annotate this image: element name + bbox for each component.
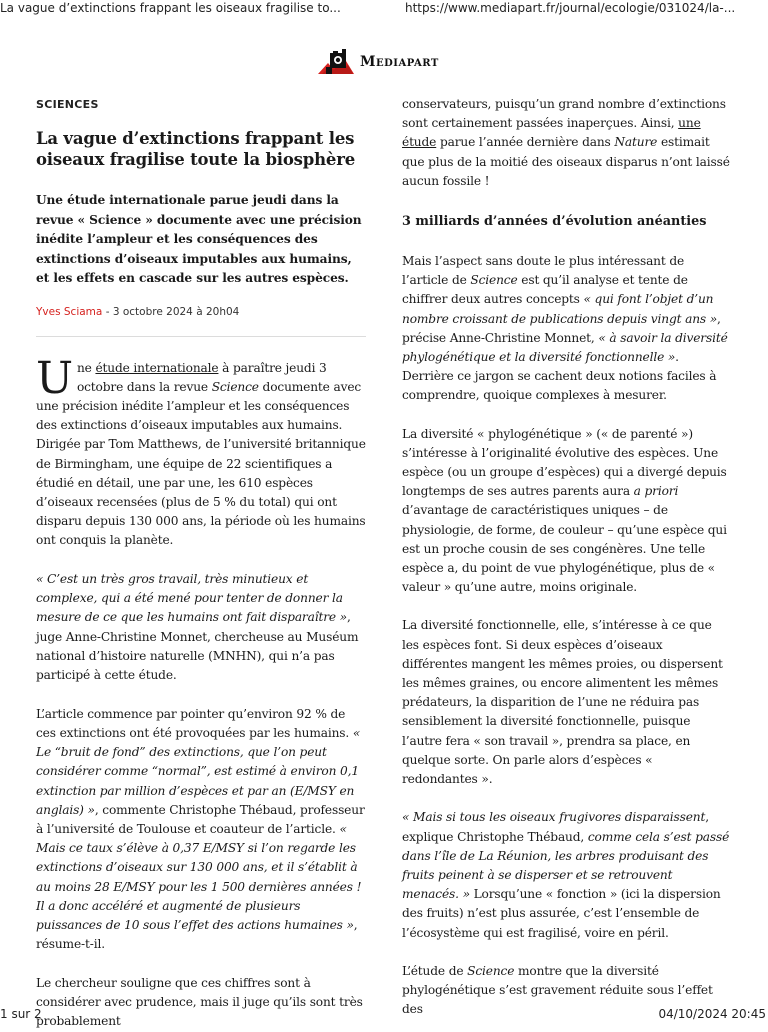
author-link[interactable]: Yves Sciama [36, 305, 103, 318]
italic-quote: « Mais si tous les oiseaux frugivores disparaissent [402, 810, 706, 825]
print-datetime: 04/10/2024 20:45 [658, 1007, 766, 1021]
body-paragraph-8 [402, 616, 730, 789]
body-paragraph-9 [402, 808, 730, 942]
italic-run: Science [470, 273, 518, 288]
text-run: L’article commence par pointer qu’environ 92 % de ces extinctions ont été provoquées par les humains. [36, 706, 353, 740]
italic-run: Nature [614, 135, 658, 150]
italic-run: a priori [633, 484, 679, 499]
body-paragraph-5 [402, 95, 730, 191]
article-kicker[interactable]: SCIENCES [36, 98, 99, 111]
text-run: conservateurs, puisqu’un grand nombre d’extinctions sont certainement passées inaperçues. Ainsi, [402, 97, 726, 131]
text-run: , commente Christophe Thébaud, professeur à l’université de Toulouse et coauteur de l’article. [36, 802, 365, 836]
mediapart-wordmark: Mediapart [360, 54, 439, 70]
body-paragraph-6 [402, 252, 730, 406]
nature-study-link[interactable]: une étude [402, 116, 701, 150]
text-run: Lorsqu’une « fonction » (ici la dispersion des fruits) n’est plus assurée, c’est l’ensemble de l’écosystème qui est fragilisé, voire en péril. [402, 887, 721, 940]
text-run: , explique Christophe Thébaud, [402, 810, 709, 844]
drop-cap: U [36, 352, 73, 404]
byline-separator: - [102, 305, 113, 318]
body-paragraph-2 [36, 570, 366, 685]
text-run: estimait que plus de la moitié des oiseaux disparus n’ont laissé aucun fossile ! [402, 135, 730, 188]
section-heading: 3 milliards d’années d’évolution anéanties [402, 214, 707, 230]
text-run: montre que la diversité phylogénétique s’est gravement réduite sous l’effet des [402, 963, 713, 1017]
text-run: est qu’il analyse et tente de chiffrer deux autres concepts [402, 273, 688, 307]
text-run: L’étude de [402, 963, 468, 978]
italic-quote: « C’est un très gros travail, très minutieux et complexe, qui a été mené pour tenter de donner la mesure de ce que les humains ont fait disparaître » [36, 572, 347, 625]
text-run: Le chercheur souligne que ces chiffres sont à considérer avec prudence, mais il juge qu’ils sont très probablement [36, 975, 363, 1029]
article-column-right [402, 95, 730, 1019]
text-run: , précise Anne-Christine Monnet, [402, 311, 721, 345]
italic-quote: « qui font l’objet d’un nombre croissant de publications depuis vingt ans » [402, 292, 718, 326]
print-footer [0, 1006, 768, 1024]
article-date: 3 octobre 2024 à 20h04 [112, 305, 240, 318]
text-run: . Derrière ce jargon se cachent deux notions faciles à comprendre, quoique complexes à mesurer. [402, 350, 717, 403]
article-lede: Une étude internationale parue jeudi dans la revue « Science » documente avec une précision inédite l’ampleur et les conséquences des extinctions d’oiseaux imputables aux humains, et les effets en cascade sur les autres espèces. [36, 193, 362, 285]
study-link[interactable]: étude internationale [95, 360, 219, 375]
text-run: à paraître jeudi 3 octobre dans la revue [76, 360, 327, 394]
italic-quote: « Le “bruit de fond” des extinctions, que l’on peut considérer comme “normal”, est estimé à environ 0,1 extinction par million d’espèces et par an (E/MSY en anglais) » [36, 725, 361, 817]
text-run: La diversité fonctionnelle, elle, s’intéresse à ce que les espèces font. Si deux espèces d’oiseaux différentes mangent les mêmes proies, ou dispersent les mêmes graines, ou encore alimentent les mêmes prédateurs, la disparition de l’une ne réduira pas sensiblement la diversité fonctionnelle, puisque l’autre fera « son travail », prendra sa place, en quelque sorte. On parle alors d’espèces « redondantes ». [402, 618, 723, 787]
article-column-left [36, 96, 366, 1032]
article-title: La vague d’extinctions frappant les oiseaux fragilise toute la biosphère [36, 129, 355, 169]
article-byline [36, 306, 366, 318]
italic-run: Science [211, 379, 259, 394]
italic-quote: comme cela s’est passé dans l’île de La Réunion, les arbres produisant des fruits peinent à se disperser et se retrouvent menacés. » [402, 829, 730, 902]
text-run: parue l’année dernière dans [436, 135, 615, 150]
body-paragraph-1 [36, 352, 366, 551]
print-page-url[interactable]: https://www.mediapart.fr/journal/ecologie/031024/la-... [405, 1, 736, 15]
italic-quote: « Mais ce taux s’élève à 0,37 E/MSY si l’on regarde les extinctions d’oiseaux sur 130 000 ans, et il s’établit à au moins 28 E/MSY pour les 1 500 dernières années ! Il a donc accéléré et augmenté de plusieurs puissances de 10 sous l’effet des actions humaines » [36, 821, 362, 932]
print-page-title: La vague d’extinctions frappant les oiseaux fragilise to... [0, 1, 341, 15]
body-paragraph-3 [36, 705, 366, 955]
text-run: Mais l’aspect sans doute le plus intéressant de l’article de [402, 254, 685, 288]
mediapart-logo-icon [316, 49, 356, 75]
print-page-number: 1 sur 2 [0, 1007, 42, 1021]
header-divider [36, 336, 366, 337]
text-run: La diversité « phylogénétique » (« de parenté ») s’intéresse à l’originalité évolutive des espèces. Une espèce (ou un groupe d’espèces) qui a divergé depuis longtemps de ses autres parents aura [402, 426, 727, 499]
text-run: , résume-t-il. [36, 917, 358, 952]
italic-quote: « à savoir la diversité phylogénétique et la diversité fonctionnelle » [402, 330, 728, 365]
text-run: , juge Anne-Christine Monnet, chercheuse au Muséum national d’histoire naturelle (MNHN), qui n’a pas participé à cette étude. [36, 610, 359, 683]
text-run: d’avantage de caractéristiques uniques – de physiologie, de forme, de couleur – qu’une espèce qui est un proche cousin de ses congénères. Une telle espèce a, du point de vue phylogénétique, plus de « valeur » qu’une autre, moins originale. [402, 503, 727, 595]
text-run: ne [76, 360, 96, 375]
print-header [0, 0, 768, 18]
mediapart-logo[interactable] [316, 48, 439, 76]
text-run: documente avec une précision inédite l’ampleur et les conséquences des extinctions d’oiseaux imputables aux humains. Dirigée par Tom Matthews, de l’université britannique de Birmingham, une équipe de 22 scientifiques a étudié en détail, une par une, les 610 espèces d’oiseaux recensées (plus de 5 % du total) qui ont disparu depuis 130 000 ans, la période où les humains ont conquis la planète. [36, 379, 366, 548]
italic-run: Science [467, 963, 515, 978]
body-paragraph-7 [402, 425, 730, 598]
